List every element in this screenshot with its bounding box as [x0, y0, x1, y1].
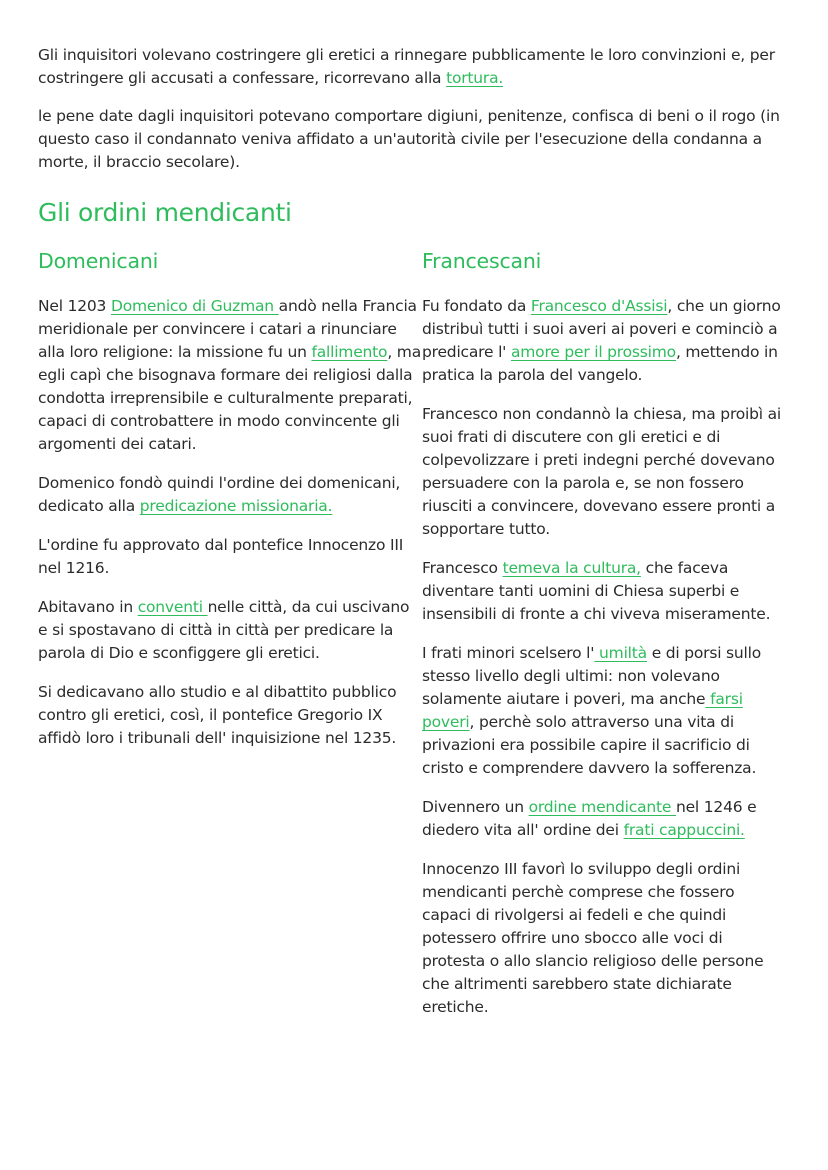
highlight-tortura: tortura. [446, 69, 504, 87]
section-title: Gli ordini mendicanti [38, 198, 292, 227]
francescani-paragraph-4: I frati minori scelsero l' umiltà e di porsi sullo stesso livello degli ultimi: non volevano solamente aiutare i poveri, ma anche farsi poveri, perchè solo attraverso una vita di privazioni era possibile capire il sacrificio di cristo e comprendere davvero la sofferenza. [422, 644, 762, 777]
two-column-layout [38, 247, 784, 1035]
column-francescani [422, 247, 784, 1035]
highlight-predicazione-missionaria: predicazione missionaria. [139, 497, 333, 515]
francescani-paragraph-6: Innocenzo III favorì lo sviluppo degli ordini mendicanti perchè comprese che fossero capaci di rivolgersi ai fedeli e che quindi potessero offrire uno sbocco alle voci di protesta o allo slancio religioso delle persone che altrimenti sarebbero state dichiarate eretiche. [422, 860, 764, 1016]
domenicani-paragraph-4: Abitavano in conventi nelle città, da cui uscivano e si spostavano di città in città per predicare la parola di Dio e sconfiggere gli eretici. [38, 598, 410, 662]
heading-francescani: Francescani [422, 249, 542, 273]
highlight-fallimento: fallimento [311, 343, 388, 361]
francescani-paragraph-5: Divennero un ordine mendicante nel 1246 e diedero vita all' ordine dei frati cappuccini. [422, 798, 757, 839]
highlight-temeva-la-cultura: temeva la cultura, [502, 559, 641, 577]
column-domenicani [38, 247, 422, 1035]
highlight-francesco-d-assisi: Francesco d'Assisi [530, 297, 668, 315]
intro-paragraph-torture: Gli inquisitori volevano costringere gli eretici a rinnegare pubblicamente le loro convinzioni e, per costringere gli accusati a confessare, ricorrevano alla tortura. [38, 46, 775, 87]
francescani-paragraph-3: Francesco temeva la cultura, che faceva diventare tanti uomini di Chiesa superbi e insensibili di fronte a chi viveva miseramente. [422, 559, 771, 623]
domenicani-paragraph-2: Domenico fondò quindi l'ordine dei domenicani, dedicato alla predicazione missionaria. [38, 474, 401, 515]
domenicani-paragraph-3: L'ordine fu approvato dal pontefice Innocenzo III nel 1216. [38, 536, 404, 577]
heading-domenicani: Domenicani [38, 249, 159, 273]
domenicani-paragraph-5: Si dedicavano allo studio e al dibattito pubblico contro gli eretici, così, il pontefice Gregorio IX affidò loro i tribunali dell' inquisizione nel 1235. [38, 683, 397, 747]
highlight-conventi: conventi [137, 598, 208, 616]
francescani-paragraph-1: Fu fondato da Francesco d'Assisi, che un giorno distribuì tutti i suoi averi ai poveri e cominciò a predicare l' amore per il prossimo, mettendo in pratica la parola del vangelo. [422, 297, 781, 384]
intro-paragraph-penalties: le pene date dagli inquisitori potevano comportare digiuni, penitenze, confisca di beni o il rogo (in questo caso il condannato veniva affidato a un'autorità civile per l'esecuzione della condanna a morte, il braccio secolare). [38, 107, 780, 171]
highlight-ordine-mendicante: ordine mendicante [528, 798, 676, 816]
highlight-amore-per-il-prossimo: amore per il prossimo [510, 343, 676, 361]
highlight-frati-cappuccini: frati cappuccini. [623, 821, 745, 839]
domenicani-paragraph-1: Nel 1203 Domenico di Guzman andò nella Francia meridionale per convincere i catari a rinunciare alla loro religione: la missione fu un fallimento, ma egli capì che bisognava formare dei religiosi dalla condotta irreprensibile e culturalmente preparati, capaci di controbattere in modo convincente gli argomenti dei catari. [38, 297, 421, 453]
highlight-domenico-di-guzman: Domenico di Guzman [110, 297, 279, 315]
highlight-farsi-poveri: farsi poveri [422, 690, 743, 731]
francescani-paragraph-2: Francesco non condannò la chiesa, ma proibì ai suoi frati di discutere con gli eretici e di colpevolizzare i preti indegni perché dovevano persuadere con la parola e, se non fossero riusciti a convincere, dovevano essere pronti a sopportare tutto. [422, 405, 782, 538]
highlight-umilta: umiltà [594, 644, 647, 662]
intro-section [38, 44, 784, 174]
